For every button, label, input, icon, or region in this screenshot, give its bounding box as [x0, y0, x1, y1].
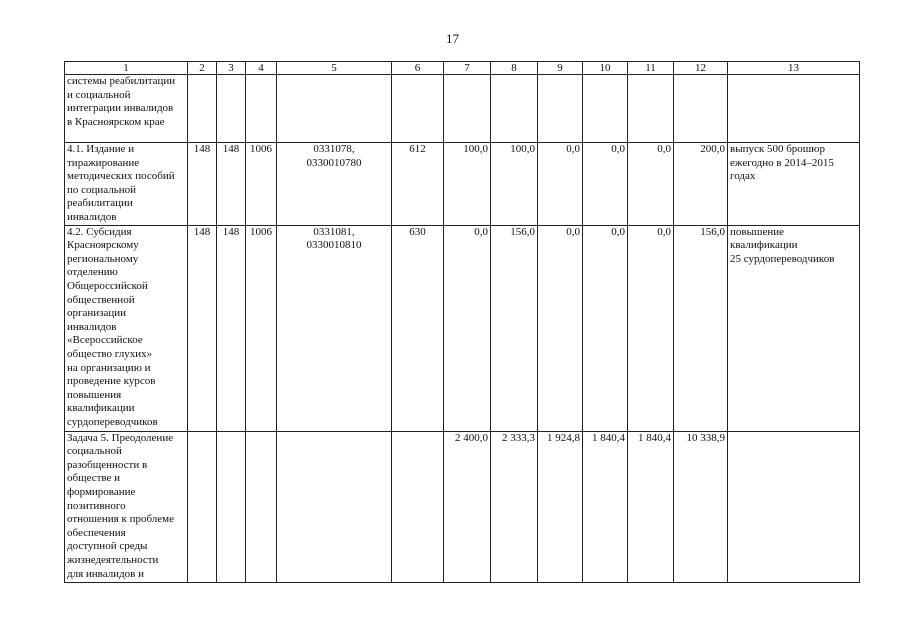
- cell-expense-type: 630: [392, 225, 444, 431]
- cell-value: [444, 75, 491, 143]
- cell-section: [246, 75, 277, 143]
- column-header: 13: [728, 62, 860, 75]
- column-header: 5: [277, 62, 392, 75]
- column-header: 1: [65, 62, 188, 75]
- column-header: 8: [491, 62, 538, 75]
- cell-section: 1006: [246, 225, 277, 431]
- cell-value: 1 840,4: [628, 431, 674, 582]
- row-description: 4.1. Издание и тиражирование методических пособий по социальной реабилитации инвалидов: [65, 143, 188, 226]
- column-header: 11: [628, 62, 674, 75]
- cell-grbs: 148: [188, 143, 217, 226]
- cell-value: 0,0: [538, 225, 583, 431]
- cell-code: [217, 75, 246, 143]
- cell-result: повышение квалификации 25 сурдопереводчиков: [728, 225, 860, 431]
- cell-total: 200,0: [674, 143, 728, 226]
- cell-code: 148: [217, 225, 246, 431]
- cell-section: 1006: [246, 143, 277, 226]
- cell-expense-type: 612: [392, 143, 444, 226]
- cell-value: 0,0: [583, 225, 628, 431]
- cell-expense-type: [392, 75, 444, 143]
- cell-value: 0,0: [538, 143, 583, 226]
- page-number: 17: [446, 31, 459, 46]
- cell-grbs: [188, 75, 217, 143]
- cell-total: 156,0: [674, 225, 728, 431]
- cell-result: [728, 75, 860, 143]
- cell-target-article: 0331081, 0330010810: [277, 225, 392, 431]
- cell-value: 100,0: [491, 143, 538, 226]
- cell-value: 0,0: [628, 225, 674, 431]
- cell-expense-type: [392, 431, 444, 582]
- cell-target-article: [277, 431, 392, 582]
- column-header: 4: [246, 62, 277, 75]
- column-header: 6: [392, 62, 444, 75]
- cell-value: [583, 75, 628, 143]
- cell-code: 148: [217, 143, 246, 226]
- column-number-row: [65, 62, 860, 75]
- column-header: 2: [188, 62, 217, 75]
- cell-value: 100,0: [444, 143, 491, 226]
- cell-target-article: [277, 75, 392, 143]
- cell-value: 0,0: [583, 143, 628, 226]
- table-row: [65, 431, 860, 582]
- cell-value: 1 840,4: [583, 431, 628, 582]
- row-description: Задача 5. Преодоление социальной разобщенности в обществе и формирование позитивного отношения к проблеме обеспечения доступной среды жизнедеятельности для инвалидов и: [65, 431, 188, 582]
- cell-value: [538, 75, 583, 143]
- column-header: 9: [538, 62, 583, 75]
- column-header: 12: [674, 62, 728, 75]
- cell-value: 2 333,3: [491, 431, 538, 582]
- cell-section: [246, 431, 277, 582]
- column-header: 7: [444, 62, 491, 75]
- table-row: [65, 225, 860, 431]
- budget-table: [64, 61, 860, 583]
- cell-result: выпуск 500 брошюр ежегодно в 2014–2015 годах: [728, 143, 860, 226]
- cell-value: [628, 75, 674, 143]
- cell-total: [674, 75, 728, 143]
- cell-grbs: 148: [188, 225, 217, 431]
- cell-value: 1 924,8: [538, 431, 583, 582]
- cell-total: 10 338,9: [674, 431, 728, 582]
- cell-result: [728, 431, 860, 582]
- cell-code: [217, 431, 246, 582]
- cell-target-article: 0331078, 0330010780: [277, 143, 392, 226]
- cell-value: 0,0: [628, 143, 674, 226]
- cell-value: 156,0: [491, 225, 538, 431]
- row-description: системы реабилитации и социальной интеграции инвалидов в Красноярском крае: [65, 75, 188, 143]
- column-header: 3: [217, 62, 246, 75]
- table-row: [65, 143, 860, 226]
- cell-grbs: [188, 431, 217, 582]
- column-header: 10: [583, 62, 628, 75]
- cell-value: [491, 75, 538, 143]
- cell-value: 0,0: [444, 225, 491, 431]
- cell-value: 2 400,0: [444, 431, 491, 582]
- row-description: 4.2. Субсидия Красноярскому региональному отделению Общероссийской общественной организации инвалидов «Всероссийское общество глухих» на организацию и проведение курсов повышения квалификации сурдопереводчиков: [65, 225, 188, 431]
- table-row: [65, 75, 860, 143]
